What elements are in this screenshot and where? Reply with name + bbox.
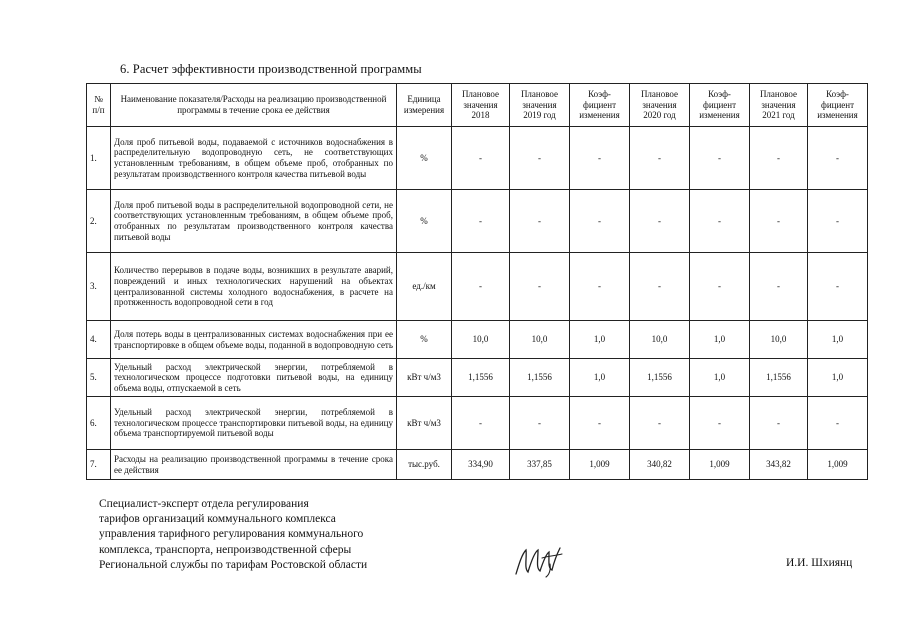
value-2021: -	[750, 397, 808, 450]
value-2021: 10,0	[750, 321, 808, 359]
coef-2020: -	[690, 190, 750, 253]
coef-2019: -	[570, 127, 630, 190]
table-row	[87, 397, 868, 450]
value-2020: -	[630, 253, 690, 321]
value-2018: 1,1556	[452, 359, 510, 397]
coef-2021: -	[808, 397, 868, 450]
unit-cell: ед./км	[397, 253, 452, 321]
indicator-name: Доля потерь воды в централизованных системах водоснабжения при ее транспортировке в общем объеме воды, поданной в водопроводную сеть	[111, 321, 397, 359]
table-row	[87, 450, 868, 480]
coef-2020: -	[690, 127, 750, 190]
value-2019: -	[510, 190, 570, 253]
row-number: 3.	[87, 253, 111, 321]
value-2019: -	[510, 127, 570, 190]
indicator-name: Удельный расход электрической энергии, потребляемой в технологическом процессе транспортировки питьевой воды, на единицу объема транспортируемой питьевой воды	[111, 397, 397, 450]
header-2019: Плановое значения 2019 год	[510, 84, 570, 127]
header-unit: Единица измерения	[397, 84, 452, 127]
coef-2019: 1,0	[570, 359, 630, 397]
value-2021: 343,82	[750, 450, 808, 480]
coef-2019: 1,0	[570, 321, 630, 359]
value-2019: -	[510, 397, 570, 450]
coef-2021: -	[808, 127, 868, 190]
coef-2020: 1,0	[690, 321, 750, 359]
table-header-row	[87, 84, 868, 127]
indicator-name: Удельный расход электрической энергии, потребляемой в технологическом процессе подготовки питьевой воды, на единицу объема воды, отпускаемой в сеть	[111, 359, 397, 397]
value-2021: 1,1556	[750, 359, 808, 397]
coef-2021: 1,009	[808, 450, 868, 480]
value-2019: 337,85	[510, 450, 570, 480]
value-2020: 340,82	[630, 450, 690, 480]
header-num: № п/п	[87, 84, 111, 127]
value-2019: 10,0	[510, 321, 570, 359]
value-2020: -	[630, 397, 690, 450]
unit-cell: %	[397, 190, 452, 253]
value-2018: -	[452, 253, 510, 321]
row-number: 4.	[87, 321, 111, 359]
header-name: Наименование показателя/Расходы на реализацию производственной программы в течение срока ее действия	[111, 84, 397, 127]
value-2020: -	[630, 190, 690, 253]
coef-2019: -	[570, 397, 630, 450]
coef-2021: 1,0	[808, 321, 868, 359]
value-2018: 10,0	[452, 321, 510, 359]
indicator-name: Доля проб питьевой воды, подаваемой с источников водоснабжения в распределительную водопроводную сеть, не соответствующих установленным требованиям, в общем объеме проб, отобранных по результатам производственного контроля качества питьевой воды	[111, 127, 397, 190]
coef-2021: -	[808, 190, 868, 253]
signatory-line: Специалист-эксперт отдела регулирования	[99, 498, 309, 510]
coef-2019: -	[570, 253, 630, 321]
indicator-name: Расходы на реализацию производственной программы в течение срока ее действия	[111, 450, 397, 480]
signatory-line: комплекса, транспорта, непроизводственной сферы	[99, 543, 352, 556]
header-2020: Плановое значения 2020 год	[630, 84, 690, 127]
value-2018: 334,90	[452, 450, 510, 480]
value-2021: -	[750, 127, 808, 190]
handwritten-signature	[512, 544, 564, 578]
signatory-line: Региональной службы по тарифам Ростовской области	[99, 558, 368, 571]
coef-2019: 1,009	[570, 450, 630, 480]
indicator-name: Количество перерывов в подаче воды, возникших в результате аварий, повреждений и иных технологических нарушений на объектах централизованной системы холодного водоснабжения, в расчете на протяженность водопроводной сети в год	[111, 253, 397, 321]
section-title: 6. Расчет эффективности производственной программы	[120, 62, 422, 76]
value-2021: -	[750, 190, 808, 253]
table-row	[87, 190, 868, 253]
unit-cell: %	[397, 321, 452, 359]
value-2020: 1,1556	[630, 359, 690, 397]
value-2021: -	[750, 253, 808, 321]
table-row	[87, 127, 868, 190]
signatory-line: тарифов организаций коммунального комплекса	[99, 513, 336, 526]
row-number: 5.	[87, 359, 111, 397]
coef-2019: -	[570, 190, 630, 253]
unit-cell: кВт ч/м3	[397, 359, 452, 397]
value-2018: -	[452, 127, 510, 190]
coef-2020: -	[690, 397, 750, 450]
indicator-name: Доля проб питьевой воды в распределительной водопроводной сети, не соответствующих установленным требованиям, в общем объеме проб, отобранных по результатам производственного контроля качества питьевой воды	[111, 190, 397, 253]
row-number: 1.	[87, 127, 111, 190]
signatory-position	[99, 497, 367, 573]
table-row	[87, 321, 868, 359]
signatory-line: управления тарифного регулирования коммунального	[99, 528, 364, 541]
value-2019: 1,1556	[510, 359, 570, 397]
header-2021: Плановое значения 2021 год	[750, 84, 808, 127]
value-2020: 10,0	[630, 321, 690, 359]
header-2018: Плановое значения 2018	[452, 84, 510, 127]
signer-name: И.И. Шхиянц	[786, 557, 853, 569]
row-number: 7.	[87, 450, 111, 480]
table-row	[87, 253, 868, 321]
value-2018: -	[452, 397, 510, 450]
value-2019: -	[510, 253, 570, 321]
coef-2020: 1,0	[690, 359, 750, 397]
header-coef-2020: Коэф-фициент изменения	[690, 84, 750, 127]
value-2018: -	[452, 190, 510, 253]
coef-2020: 1,009	[690, 450, 750, 480]
coef-2021: 1,0	[808, 359, 868, 397]
value-2020: -	[630, 127, 690, 190]
table-row	[87, 359, 868, 397]
coef-2020: -	[690, 253, 750, 321]
unit-cell: тыс.руб.	[397, 450, 452, 480]
efficiency-table	[86, 83, 868, 480]
unit-cell: кВт ч/м3	[397, 397, 452, 450]
unit-cell: %	[397, 127, 452, 190]
row-number: 6.	[87, 397, 111, 450]
coef-2021: -	[808, 253, 868, 321]
header-coef-2021: Коэф-фициент изменения	[808, 84, 868, 127]
row-number: 2.	[87, 190, 111, 253]
header-coef-2019: Коэф-фициент изменения	[570, 84, 630, 127]
